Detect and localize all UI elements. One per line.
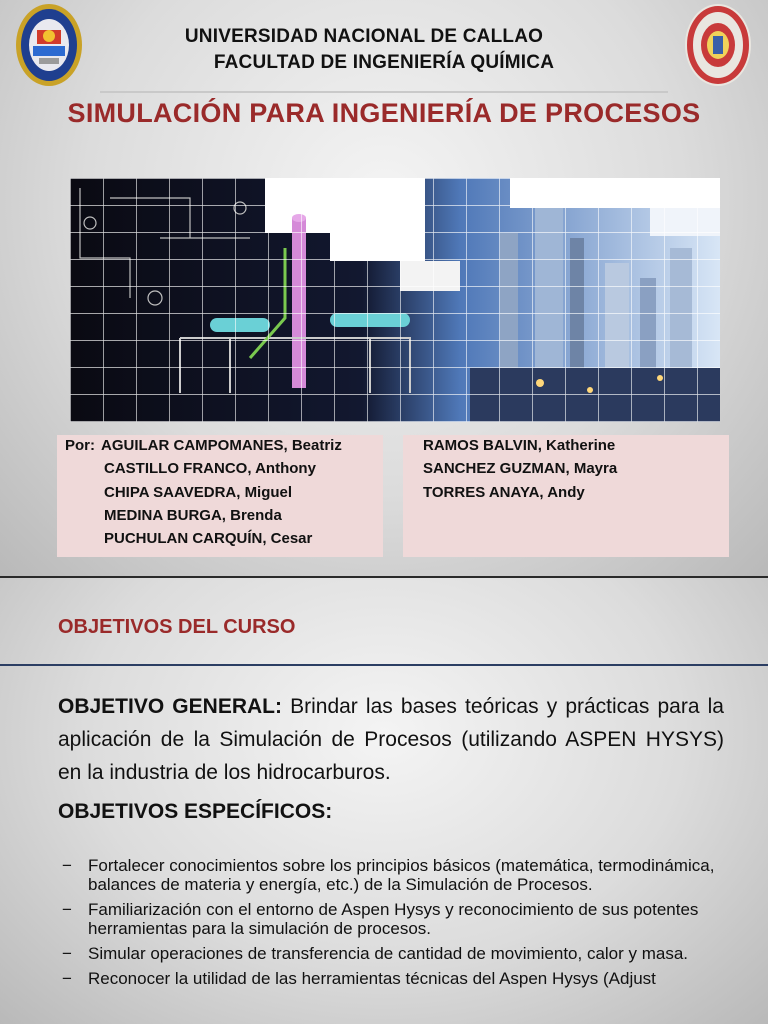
author-name: RAMOS BALVIN, Katherine <box>423 437 616 454</box>
dash-bullet-icon: − <box>62 944 72 963</box>
list-item: − Simular operaciones de transferencia de cantidad de movimiento, calor y masa. <box>62 944 689 963</box>
author-name: SANCHEZ GUZMAN, Mayra <box>423 460 618 477</box>
list-item: − Fortalecer conocimientos sobre los principios básicos (matemática, termodinámica, balances de materia y energía, etc.) de la Simulación de Procesos. <box>62 856 715 894</box>
author-name: MEDINA BURGA, Brenda <box>104 507 282 524</box>
general-objective <box>58 690 724 789</box>
authors-panel-left <box>57 435 383 557</box>
author-name: PUCHULAN CARQUÍN, Cesar <box>104 530 313 547</box>
dash-bullet-icon: − <box>62 969 72 988</box>
specific-objectives-heading: OBJETIVOS ESPECÍFICOS: <box>58 800 333 823</box>
author-name: AGUILAR CAMPOMANES, Beatriz <box>101 437 342 454</box>
general-objective-label: OBJETIVO GENERAL: <box>58 695 282 718</box>
faculty-name: FACULTAD DE INGENIERÍA QUÍMICA <box>213 52 555 73</box>
authors-panel-right <box>403 435 729 557</box>
university-name: UNIVERSIDAD NACIONAL DE CALLAO <box>184 26 544 47</box>
author-name: CHIPA SAAVEDRA, Miguel <box>104 484 293 501</box>
list-item: − Reconocer la utilidad de las herramientas técnicas del Aspen Hysys (Adjust <box>62 969 656 988</box>
process-plant-banner-image <box>70 178 720 422</box>
list-item: − Familiarización con el entorno de Aspen Hysys y reconocimiento de sus potentes herramientas para la simulación de procesos. <box>62 900 699 938</box>
course-title: SIMULACIÓN PARA INGENIERÍA DE PROCESOS <box>67 98 701 128</box>
objectives-slide <box>0 578 768 1024</box>
author-name: CASTILLO FRANCO, Anthony <box>104 460 316 477</box>
dash-bullet-icon: − <box>62 900 72 919</box>
general-objective-text: Brindar las bases teóricas y prácticas para la aplicación de la Simulación de Procesos (utilizando ASPEN HYSYS) en la industria de los hidrocarburos. <box>58 695 724 784</box>
specific-objectives-list <box>58 856 738 994</box>
authors-prefix: Por: <box>65 437 95 454</box>
header-divider <box>100 91 668 93</box>
author-name: TORRES ANAYA, Andy <box>423 484 585 501</box>
section-divider <box>0 664 768 666</box>
dash-bullet-icon: − <box>62 856 72 875</box>
section-title: OBJETIVOS DEL CURSO <box>58 616 296 638</box>
